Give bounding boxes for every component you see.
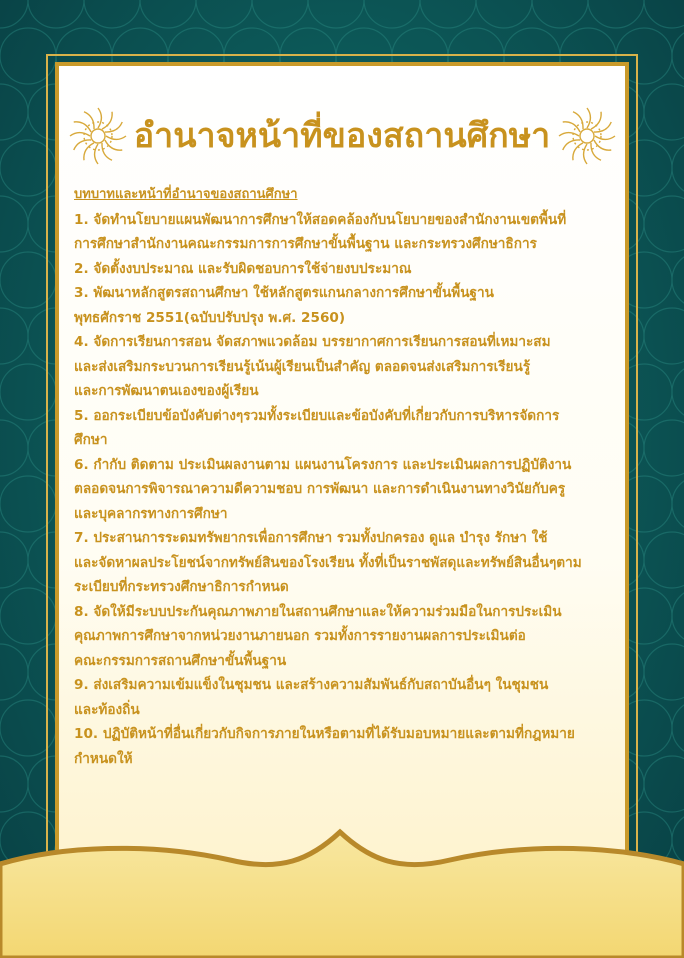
gold-wave-footer bbox=[0, 820, 684, 958]
list-item: 8. จัดให้มีระบบประกันคุณภาพภายในสถานศึกษาและให้ความร่วมมือในการประเมิน bbox=[74, 603, 562, 620]
list-item: 10. ปฏิบัติหน้าที่อื่นเกี่ยวกับกิจการภายในหรือตามที่ได้รับมอบหมายและตามที่กฎหมาย bbox=[74, 726, 575, 742]
list-item: พุทธศักราช 2551(ฉบับปรับปรุง พ.ศ. 2560) bbox=[74, 309, 346, 326]
list-item: ศึกษา bbox=[74, 432, 108, 448]
list-item: 3. พัฒนาหลักสูตรสถานศึกษา ใช้หลักสูตรแกนกลางการศึกษาขั้นพื้นฐาน bbox=[74, 285, 494, 301]
list-item: และบุคลากรทางการศึกษา bbox=[74, 505, 228, 522]
list-item: และการพัฒนาตนเองของผู้เรียน bbox=[74, 383, 259, 399]
list-item: การศึกษาสำนักงานคณะกรรมการการศึกษาขั้นพื้นฐาน และกระทรวงศึกษาธิการ bbox=[74, 236, 537, 252]
list-item: ตลอดจนการพิจารณาความดีความชอบ การพัฒนา และการดำเนินงานทางวินัยกับครู bbox=[74, 481, 566, 497]
list-item: ระเบียบที่กระทรวงศึกษาธิการกำหนด bbox=[74, 579, 289, 595]
thai-floral-ornament-icon bbox=[66, 104, 130, 168]
list-item: และส่งเสริมกระบวนการเรียนรู้เน้นผู้เรียนเป็นสำคัญ ตลอดจนส่งเสริมการเรียนรู้ bbox=[74, 358, 531, 375]
list-item: 5. ออกระเบียบข้อบังคับต่างๆรวมทั้งระเบียบและข้อบังคับที่เกี่ยวกับการบริหารจัดการ bbox=[74, 407, 560, 424]
list-item: คุณภาพการศึกษาจากหน่วยงานภายนอก รวมทั้งการรายงานผลการประเมินต่อ bbox=[74, 628, 526, 644]
thai-floral-ornament-icon bbox=[555, 104, 619, 168]
list-item: 4. จัดการเรียนการสอน จัดสภาพแวดล้อม บรรยากาศการเรียนการสอนที่เหมาะสม bbox=[74, 334, 551, 350]
page-title: อำนาจหน้าที่ของสถานศึกษา bbox=[133, 116, 551, 156]
list-item: 6. กำกับ ติดตาม ประเมินผลงานตาม แผนงานโครงการ และประเมินผลการปฏิบัติงาน bbox=[74, 456, 572, 473]
list-item: 1. จัดทำนโยบายแผนพัฒนาการศึกษาให้สอดคล้องกับนโยบายของสำนักงานเขตพื้นที่ bbox=[74, 211, 567, 228]
duties-list bbox=[74, 183, 598, 771]
list-item: และท้องถิ่น bbox=[74, 701, 140, 718]
list-item: และจัดหาผลประโยชน์จากทรัพย์สินของโรงเรียน ทั้งที่เป็นราชพัสดุและทรัพย์สินอื่นๆตาม bbox=[74, 554, 582, 571]
list-item: 7. ประสานการระดมทรัพยากรเพื่อการศึกษา รวมทั้งปกครอง ดูแล บำรุง รักษา ใช้ bbox=[74, 530, 548, 546]
list-item: กำหนดให้ bbox=[74, 750, 133, 767]
list-item: 9. ส่งเสริมความเข้มแข็งในชุมชน และสร้างความสัมพันธ์กับสถาบันอื่นๆ ในชุมชน bbox=[74, 677, 549, 693]
list-item: 2. จัดตั้งงบประมาณ และรับผิดชอบการใช้จ่ายงบประมาณ bbox=[74, 260, 412, 277]
list-item: คณะกรรมการสถานศึกษาขั้นพื้นฐาน bbox=[74, 652, 287, 669]
section-subheading: บทบาทและหน้าที่อำนาจของสถานศึกษา bbox=[74, 187, 298, 202]
